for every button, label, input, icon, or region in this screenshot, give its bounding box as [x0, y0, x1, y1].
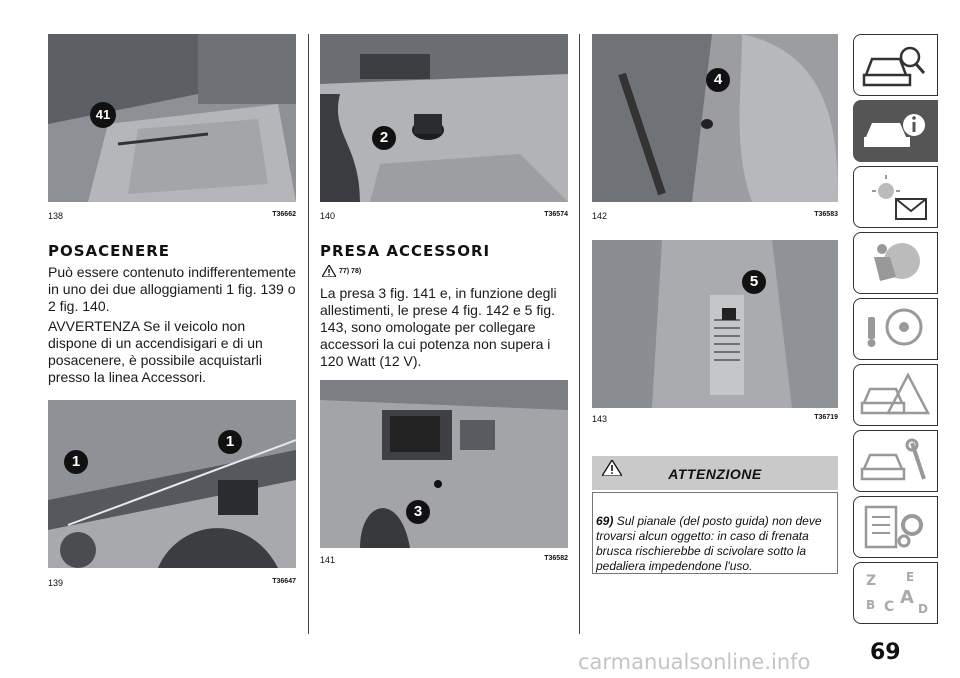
figure-number: 140: [320, 211, 336, 221]
column-divider: [308, 34, 309, 634]
figure-143-photo: [592, 240, 838, 408]
sidebar-tab-car-search[interactable]: [853, 34, 938, 96]
callout-4: 4: [706, 68, 730, 92]
warning-box-header: [592, 456, 838, 490]
section-title-presa-accessori: PRESA ACCESSORI: [320, 242, 491, 260]
warning-triangle-icon: [322, 264, 336, 276]
warning-refs: 77) 78): [339, 268, 362, 275]
figure-number: 139: [48, 578, 64, 588]
figure-number: 141: [320, 555, 336, 565]
figure-139-photo: [48, 400, 296, 568]
column-divider: [579, 34, 580, 634]
sidebar-tab-warning-lights[interactable]: [853, 166, 938, 228]
warning-lights-icon: [860, 171, 930, 223]
sidebar-tab-safety[interactable]: [853, 232, 938, 294]
figure-143-caption: [592, 414, 838, 426]
seat-socket-illustration: [592, 34, 838, 202]
sidebar-tab-emergency[interactable]: [853, 364, 938, 426]
dashboard-socket-illustration: [320, 380, 568, 548]
warning-title: ATTENZIONE: [668, 466, 762, 482]
airbag-safety-icon: [860, 237, 930, 289]
figure-142-photo: [592, 34, 838, 202]
svg-text:D: D: [918, 602, 928, 616]
watermark: carmanualsonline.info: [578, 650, 811, 674]
figure-code: T36574: [544, 211, 568, 218]
svg-text:Z: Z: [866, 573, 877, 589]
figure-code: T36582: [544, 555, 568, 562]
callout-2: 2: [372, 126, 396, 150]
index-icon: [860, 567, 930, 619]
callout-41: 41: [90, 102, 116, 128]
section-title-posacenere: POSACENERE: [48, 242, 171, 260]
starting-driving-icon: [860, 303, 930, 355]
figure-number: 138: [48, 211, 64, 221]
warning-box-body: [592, 492, 838, 574]
center-console-cupholder-illustration: [320, 34, 568, 202]
dashboard-ashtray-illustration: [48, 400, 296, 568]
figure-140-photo: [320, 34, 568, 202]
warning-body-text: Sul pianale (del posto guida) non deve trovarsi alcun oggetto: in caso di frenata brusca rischierebbe di scivolare sotto la pedaliera impedendone l'uso.: [596, 514, 822, 573]
svg-text:A: A: [900, 587, 914, 608]
figure-number: 142: [592, 211, 608, 221]
figure-142-caption: [592, 211, 838, 223]
svg-text:C: C: [884, 599, 895, 615]
cargo-wall-socket-illustration: [592, 240, 838, 408]
posacenere-paragraph: Può essere contenuto indifferentemente in uno dei due alloggiamenti 1 fig. 139 o 2 fig. 140.: [48, 264, 297, 314]
figure-141-photo: [320, 380, 568, 548]
sidebar-tab-maintenance[interactable]: [853, 430, 938, 492]
technical-data-icon: [860, 501, 930, 553]
figure-number: 143: [592, 414, 608, 424]
figure-code: T36583: [814, 211, 838, 218]
sidebar-tab-starting-driving[interactable]: [853, 298, 938, 360]
page-number: 69: [870, 640, 901, 665]
callout-1-right: 1: [218, 430, 242, 454]
figure-139-caption: [48, 578, 296, 590]
figure-code: T36662: [272, 211, 296, 218]
figure-140-caption: [320, 211, 568, 223]
figure-code: T36719: [814, 414, 838, 421]
posacenere-warning-paragraph: AVVERTENZA Se il veicolo non dispone di un accendisigari e di un posacenere, è possibile acquistarli presso la linea Accessori.: [48, 318, 263, 385]
car-info-icon: [860, 105, 930, 157]
sidebar-tab-index[interactable]: [853, 562, 938, 624]
car-search-icon: [860, 39, 930, 91]
callout-5: 5: [742, 270, 766, 294]
figure-138-photo: [48, 34, 296, 202]
figure-138-caption: [48, 211, 296, 223]
presa-accessori-paragraph: La presa 3 fig. 141 e, in funzione degli allestimenti, le prese 4 fig. 142 e 5 fig. 143, sono omologate per collegare accessori la cui potenza non supera i 120 Watt (12 V).: [320, 285, 557, 369]
center-console-storage-illustration: [48, 34, 296, 202]
sidebar-tab-car-info[interactable]: [853, 100, 938, 162]
callout-1-left: 1: [64, 450, 88, 474]
warning-number: 69): [596, 514, 614, 528]
figure-141-caption: [320, 555, 568, 567]
callout-3: 3: [406, 500, 430, 524]
emergency-icon: [860, 369, 930, 421]
svg-text:E: E: [906, 570, 915, 584]
sidebar-tab-technical-data[interactable]: [853, 496, 938, 558]
maintenance-icon: [860, 435, 930, 487]
warning-text: [596, 514, 834, 574]
figure-code: T36647: [272, 578, 296, 585]
svg-text:B: B: [866, 598, 876, 612]
